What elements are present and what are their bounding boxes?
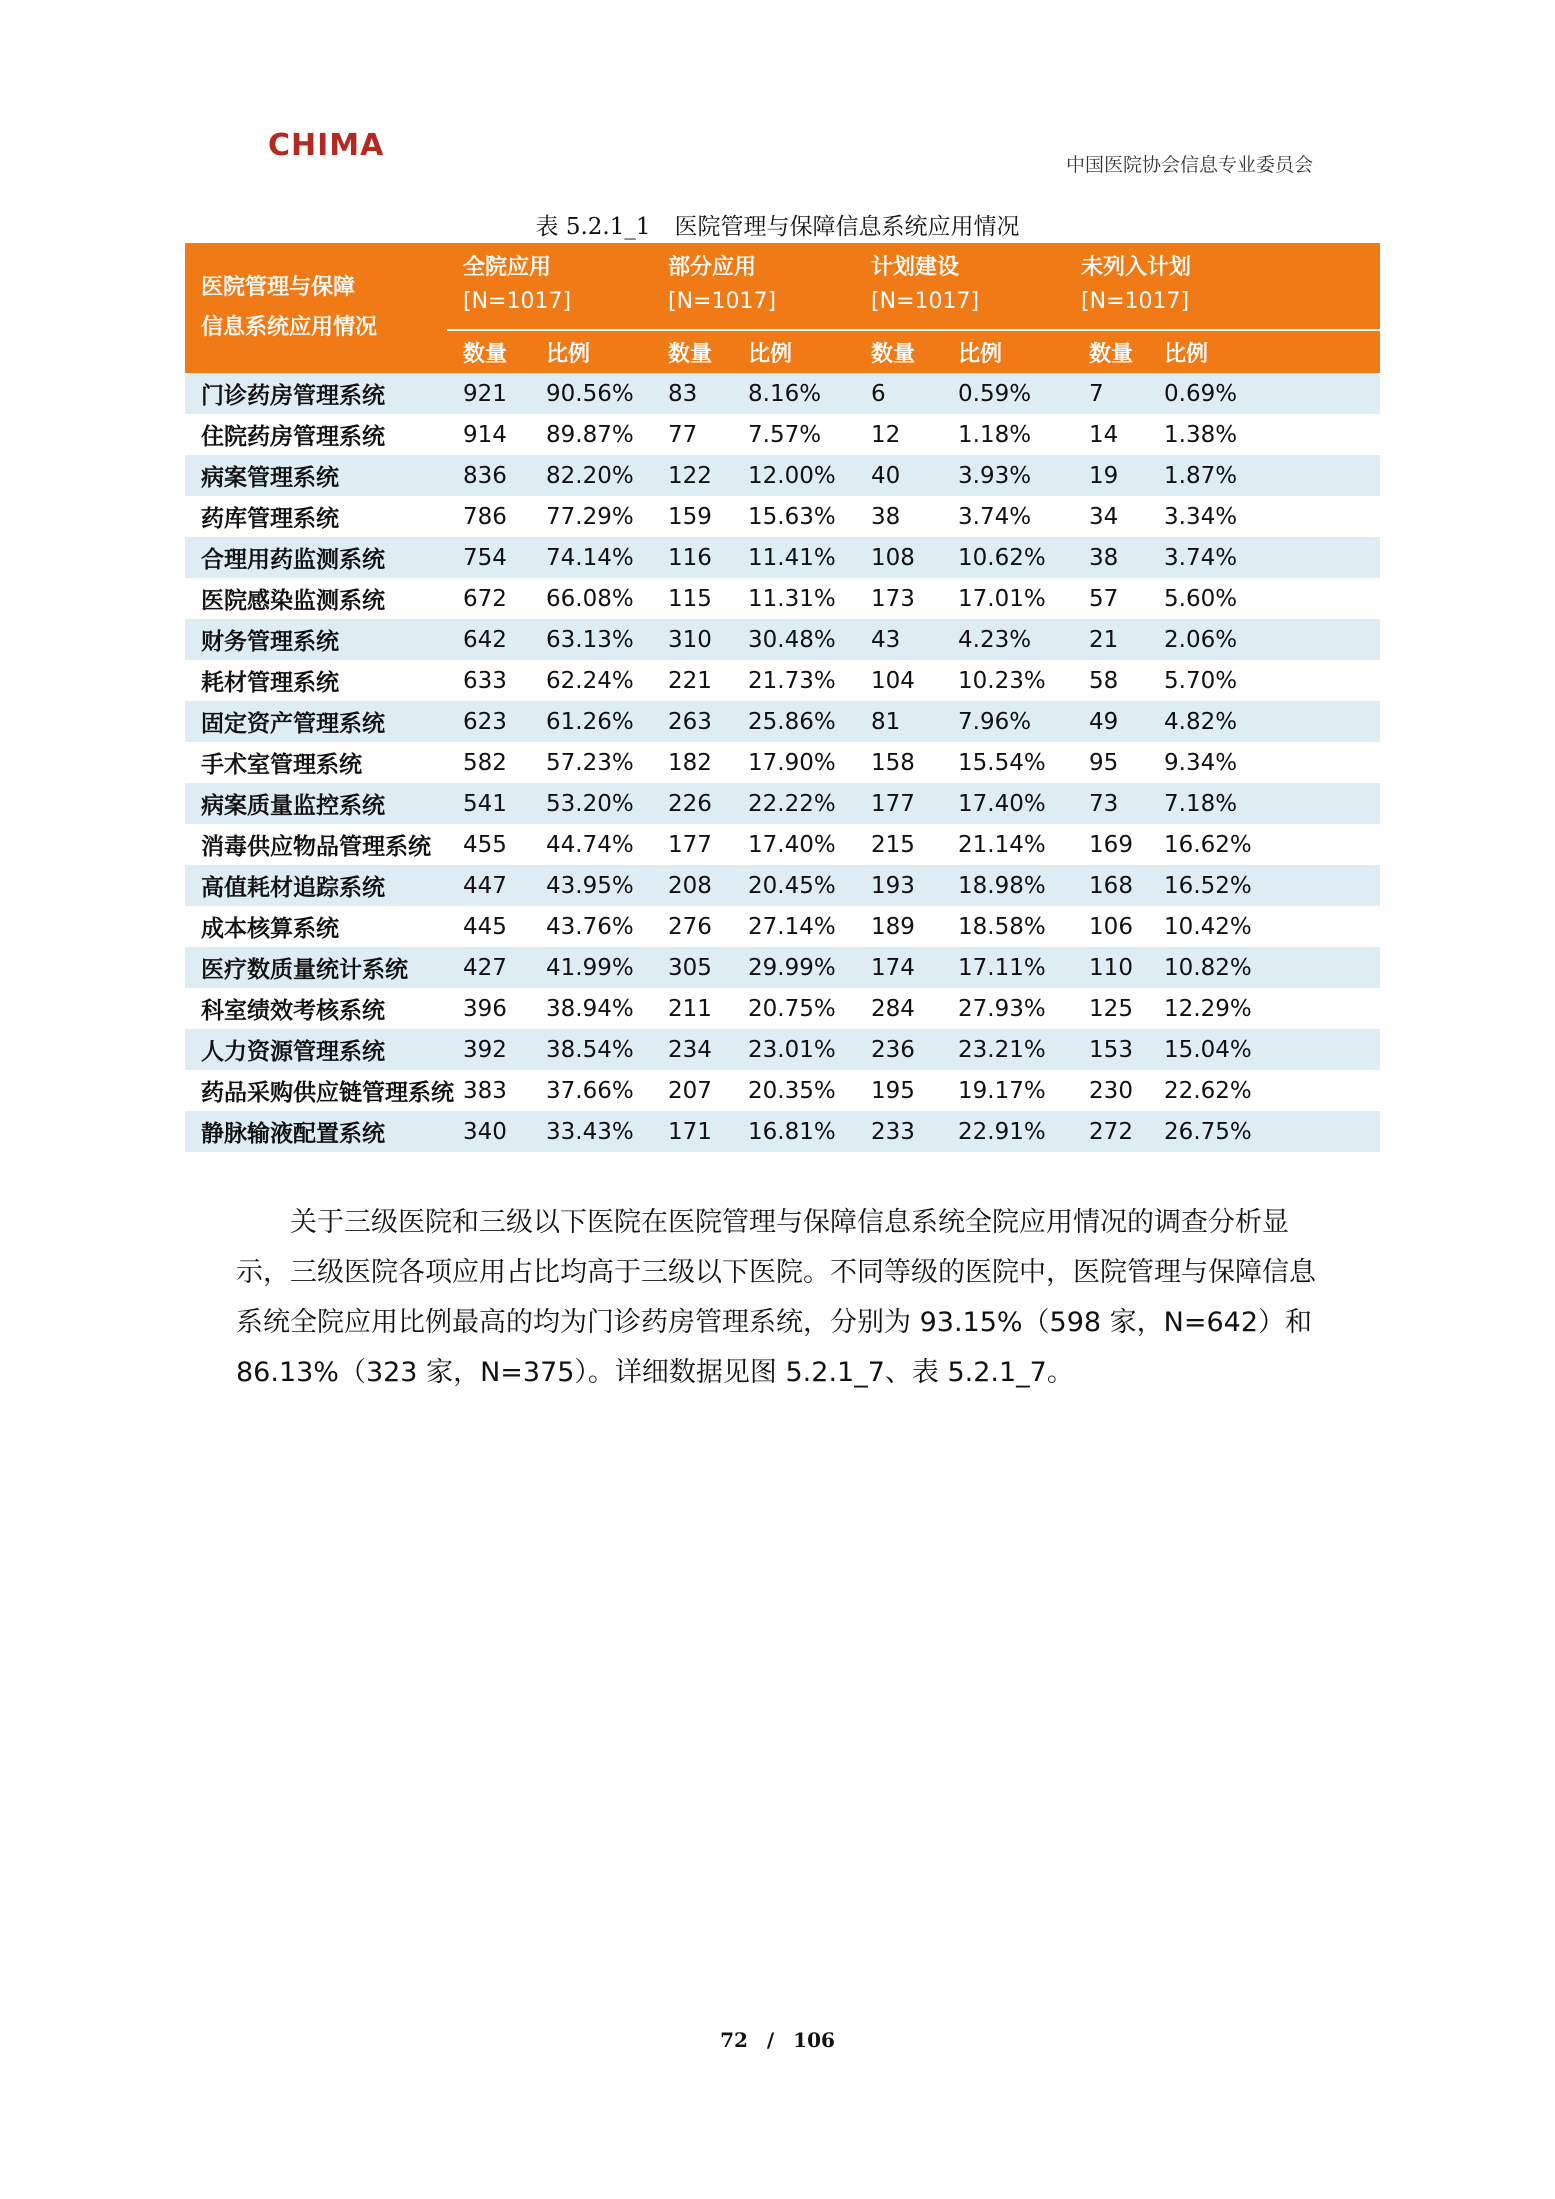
ratio-cell: 43.76% [530,906,652,947]
table-row [185,988,1380,1029]
count-cell: 230 [1065,1070,1148,1111]
table-number: 表 5.2.1_1 [535,214,651,240]
ratio-cell: 0.69% [1148,373,1380,414]
ratio-cell: 26.75% [1148,1111,1380,1152]
row-header [185,243,447,373]
count-cell: 110 [1065,947,1148,988]
table-row [185,701,1380,742]
ratio-cell: 10.23% [942,660,1065,701]
ratio-cell: 0.59% [942,373,1065,414]
table-row [185,455,1380,496]
count-cell: 310 [652,619,732,660]
ratio-cell: 2.06% [1148,619,1380,660]
ratio-cell: 25.86% [732,701,855,742]
ratio-cell: 9.34% [1148,742,1380,783]
ratio-cell: 12.29% [1148,988,1380,1029]
system-name-cell: 高值耗材追踪系统 [185,865,447,906]
count-cell: 392 [447,1029,530,1070]
ratio-cell: 7.57% [732,414,855,455]
ratio-cell: 61.26% [530,701,652,742]
ratio-cell: 4.82% [1148,701,1380,742]
count-cell: 233 [855,1111,942,1152]
count-cell: 43 [855,619,942,660]
count-cell: 173 [855,578,942,619]
count-cell: 836 [447,455,530,496]
ratio-cell: 20.45% [732,865,855,906]
count-cell: 215 [855,824,942,865]
count-cell: 38 [1065,537,1148,578]
table-row [185,496,1380,537]
table-row [185,1111,1380,1152]
ratio-cell: 21.14% [942,824,1065,865]
count-cell: 272 [1065,1111,1148,1152]
system-name-cell: 消毒供应物品管理系统 [185,824,447,865]
ratio-cell: 38.54% [530,1029,652,1070]
count-cell: 12 [855,414,942,455]
count-cell: 125 [1065,988,1148,1029]
count-cell: 34 [1065,496,1148,537]
ratio-cell: 8.16% [732,373,855,414]
count-cell: 177 [652,824,732,865]
count-cell: 106 [1065,906,1148,947]
ratio-cell: 27.14% [732,906,855,947]
table-row [185,947,1380,988]
count-cell: 786 [447,496,530,537]
ratio-cell: 77.29% [530,496,652,537]
count-cell: 7 [1065,373,1148,414]
count-cell: 95 [1065,742,1148,783]
ratio-cell: 15.04% [1148,1029,1380,1070]
ratio-cell: 66.08% [530,578,652,619]
table-row [185,619,1380,660]
count-cell: 182 [652,742,732,783]
system-name-cell: 成本核算系统 [185,906,447,947]
subheader-ratio: 比例 [530,330,652,373]
count-cell: 104 [855,660,942,701]
ratio-cell: 20.75% [732,988,855,1029]
count-cell: 221 [652,660,732,701]
ratio-cell: 38.94% [530,988,652,1029]
subheader-ratio: 比例 [942,330,1065,373]
ratio-cell: 90.56% [530,373,652,414]
count-cell: 921 [447,373,530,414]
count-cell: 445 [447,906,530,947]
group-n-full: [N=1017] [447,287,652,330]
count-cell: 73 [1065,783,1148,824]
count-cell: 158 [855,742,942,783]
table-row [185,865,1380,906]
ratio-cell: 57.23% [530,742,652,783]
ratio-cell: 5.70% [1148,660,1380,701]
count-cell: 633 [447,660,530,701]
page-number [0,2028,1555,2052]
table-body [185,373,1380,1152]
ratio-cell: 21.73% [732,660,855,701]
table-row [185,824,1380,865]
count-cell: 81 [855,701,942,742]
count-cell: 914 [447,414,530,455]
ratio-cell: 18.98% [942,865,1065,906]
count-cell: 383 [447,1070,530,1111]
ratio-cell: 43.95% [530,865,652,906]
ratio-cell: 23.01% [732,1029,855,1070]
table-row [185,906,1380,947]
ratio-cell: 20.35% [732,1070,855,1111]
count-cell: 541 [447,783,530,824]
page-separator: / [766,2028,775,2052]
count-cell: 447 [447,865,530,906]
ratio-cell: 74.14% [530,537,652,578]
count-cell: 207 [652,1070,732,1111]
group-n-unplanned: [N=1017] [1065,287,1380,330]
table-row [185,537,1380,578]
ratio-cell: 10.82% [1148,947,1380,988]
system-name-cell: 门诊药房管理系统 [185,373,447,414]
table-row [185,578,1380,619]
subheader-count: 数量 [1065,330,1148,373]
organization-name: 中国医院协会信息专业委员会 [1065,154,1313,176]
ratio-cell: 3.74% [1148,537,1380,578]
ratio-cell: 12.00% [732,455,855,496]
system-name-cell: 药库管理系统 [185,496,447,537]
count-cell: 177 [855,783,942,824]
count-cell: 455 [447,824,530,865]
group-header-planned: 计划建设 [855,243,1065,287]
subheader-count: 数量 [855,330,942,373]
table-caption [0,208,1555,241]
table-row [185,373,1380,414]
ratio-cell: 10.42% [1148,906,1380,947]
ratio-cell: 3.74% [942,496,1065,537]
ratio-cell: 17.01% [942,578,1065,619]
ratio-cell: 63.13% [530,619,652,660]
table-row [185,783,1380,824]
count-cell: 582 [447,742,530,783]
total-pages: 106 [793,2028,835,2052]
count-cell: 754 [447,537,530,578]
ratio-cell: 15.63% [732,496,855,537]
system-name-cell: 固定资产管理系统 [185,701,447,742]
row-header-line-2: 信息系统应用情况 [201,315,378,340]
count-cell: 672 [447,578,530,619]
ratio-cell: 53.20% [530,783,652,824]
system-name-cell: 合理用药监测系统 [185,537,447,578]
chima-logo: CHIMA [268,128,385,163]
ratio-cell: 33.43% [530,1111,652,1152]
count-cell: 58 [1065,660,1148,701]
count-cell: 153 [1065,1029,1148,1070]
count-cell: 83 [652,373,732,414]
ratio-cell: 23.21% [942,1029,1065,1070]
group-n-planned: [N=1017] [855,287,1065,330]
system-name-cell: 药品采购供应链管理系统 [185,1070,447,1111]
ratio-cell: 30.48% [732,619,855,660]
table-row [185,1029,1380,1070]
count-cell: 226 [652,783,732,824]
count-cell: 236 [855,1029,942,1070]
count-cell: 195 [855,1070,942,1111]
ratio-cell: 16.62% [1148,824,1380,865]
count-cell: 40 [855,455,942,496]
count-cell: 208 [652,865,732,906]
ratio-cell: 17.90% [732,742,855,783]
group-header-unplanned: 未列入计划 [1065,243,1380,287]
ratio-cell: 22.91% [942,1111,1065,1152]
ratio-cell: 10.62% [942,537,1065,578]
count-cell: 49 [1065,701,1148,742]
ratio-cell: 82.20% [530,455,652,496]
system-name-cell: 医院感染监测系统 [185,578,447,619]
current-page: 72 [720,2028,748,2052]
count-cell: 396 [447,988,530,1029]
system-name-cell: 静脉输液配置系统 [185,1111,447,1152]
count-cell: 14 [1065,414,1148,455]
count-cell: 211 [652,988,732,1029]
count-cell: 305 [652,947,732,988]
ratio-cell: 1.38% [1148,414,1380,455]
ratio-cell: 11.41% [732,537,855,578]
count-cell: 38 [855,496,942,537]
count-cell: 284 [855,988,942,1029]
system-name-cell: 病案管理系统 [185,455,447,496]
count-cell: 168 [1065,865,1148,906]
table-row [185,414,1380,455]
count-cell: 234 [652,1029,732,1070]
table-title: 医院管理与保障信息系统应用情况 [674,214,1020,240]
table-row [185,1070,1380,1111]
ratio-cell: 19.17% [942,1070,1065,1111]
ratio-cell: 27.93% [942,988,1065,1029]
count-cell: 115 [652,578,732,619]
ratio-cell: 7.96% [942,701,1065,742]
ratio-cell: 37.66% [530,1070,652,1111]
count-cell: 276 [652,906,732,947]
ratio-cell: 41.99% [530,947,652,988]
count-cell: 77 [652,414,732,455]
ratio-cell: 22.22% [732,783,855,824]
count-cell: 21 [1065,619,1148,660]
ratio-cell: 17.40% [732,824,855,865]
ratio-cell: 18.58% [942,906,1065,947]
system-name-cell: 手术室管理系统 [185,742,447,783]
ratio-cell: 22.62% [1148,1070,1380,1111]
application-status-table [185,243,1380,1152]
subheader-ratio: 比例 [1148,330,1380,373]
count-cell: 174 [855,947,942,988]
group-header-full: 全院应用 [447,243,652,287]
system-name-cell: 财务管理系统 [185,619,447,660]
count-cell: 122 [652,455,732,496]
ratio-cell: 16.81% [732,1111,855,1152]
ratio-cell: 1.87% [1148,455,1380,496]
ratio-cell: 5.60% [1148,578,1380,619]
count-cell: 108 [855,537,942,578]
system-name-cell: 耗材管理系统 [185,660,447,701]
system-name-cell: 医疗数质量统计系统 [185,947,447,988]
count-cell: 116 [652,537,732,578]
ratio-cell: 4.23% [942,619,1065,660]
ratio-cell: 3.34% [1148,496,1380,537]
ratio-cell: 44.74% [530,824,652,865]
ratio-cell: 16.52% [1148,865,1380,906]
ratio-cell: 29.99% [732,947,855,988]
body-paragraph: 关于三级医院和三级以下医院在医院管理与保障信息系统全院应用情况的调查分析显示，三级医院各项应用占比均高于三级以下医院。不同等级的医院中，医院管理与保障信息系统全院应用比例最高的均为门诊药房管理系统，分别为 93.15%（598 家，N=642）和 86.13%（323 家，N=375）。详细数据见图 5.2.1_7、表 5.2.1_7。 [236,1207,1316,1388]
ratio-cell: 17.40% [942,783,1065,824]
count-cell: 171 [652,1111,732,1152]
ratio-cell: 15.54% [942,742,1065,783]
count-cell: 193 [855,865,942,906]
system-name-cell: 病案质量监控系统 [185,783,447,824]
count-cell: 189 [855,906,942,947]
group-header-partial: 部分应用 [652,243,855,287]
count-cell: 169 [1065,824,1148,865]
ratio-cell: 62.24% [530,660,652,701]
ratio-cell: 3.93% [942,455,1065,496]
count-cell: 263 [652,701,732,742]
group-n-partial: [N=1017] [652,287,855,330]
table-row [185,742,1380,783]
count-cell: 57 [1065,578,1148,619]
ratio-cell: 11.31% [732,578,855,619]
ratio-cell: 17.11% [942,947,1065,988]
subheader-ratio: 比例 [732,330,855,373]
subheader-count: 数量 [447,330,530,373]
system-name-cell: 人力资源管理系统 [185,1029,447,1070]
count-cell: 19 [1065,455,1148,496]
system-name-cell: 住院药房管理系统 [185,414,447,455]
count-cell: 159 [652,496,732,537]
count-cell: 642 [447,619,530,660]
count-cell: 340 [447,1111,530,1152]
count-cell: 427 [447,947,530,988]
system-name-cell: 科室绩效考核系统 [185,988,447,1029]
table-row [185,660,1380,701]
count-cell: 623 [447,701,530,742]
ratio-cell: 1.18% [942,414,1065,455]
ratio-cell: 89.87% [530,414,652,455]
count-cell: 6 [855,373,942,414]
subheader-count: 数量 [652,330,732,373]
ratio-cell: 7.18% [1148,783,1380,824]
row-header-line-1: 医院管理与保障 [201,275,356,300]
